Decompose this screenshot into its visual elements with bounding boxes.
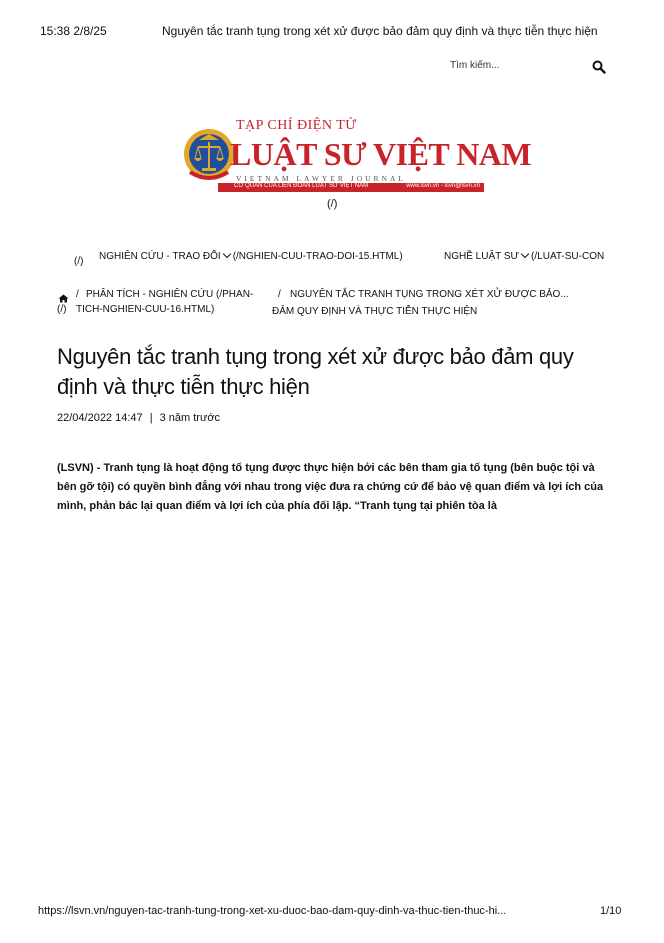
article-meta [57, 412, 220, 424]
article-title: Nguyên tắc tranh tụng trong xét xử được bảo đảm quy định và thực tiễn thực hiện [57, 344, 574, 399]
print-page-number: 1/10 [600, 905, 622, 917]
logo-tagline: TẠP CHÍ ĐIỆN TỬ [236, 118, 357, 133]
nav-item-href: (/LUAT-SU-CON [531, 251, 605, 262]
print-document-title: Nguyên tắc tranh tụng trong xét xử được bảo đảm quy định và thực tiễn thực hiện [162, 24, 598, 38]
breadcrumb-category-href[interactable]: TICH-NGHIEN-CUU-16.HTML) [76, 304, 215, 315]
article-date: 22/04/2022 14:47 [57, 412, 143, 424]
nav-home-link[interactable]: (/) [74, 256, 84, 267]
breadcrumb-separator: / [76, 289, 79, 300]
print-timestamp: 15:38 2/8/25 [40, 24, 107, 38]
meta-separator: | [149, 412, 153, 424]
logo-subtitle: VIETNAM LAWYER JOURNAL [236, 174, 406, 183]
breadcrumb-separator: / [278, 289, 281, 300]
print-footer-url: https://lsvn.vn/nguyen-tac-tranh-tung-trong-xet-xu-duoc-bao-dam-quy-dinh-va-thuc-tien-thuc-hi... [38, 905, 507, 917]
nav-item-nghien-cuu[interactable] [99, 251, 403, 262]
breadcrumb-current-cont: ĐẢM QUY ĐỊNH VÀ THỰC TIỄN THỰC HIỆN [272, 306, 478, 317]
breadcrumb-home-link[interactable]: (/) [57, 304, 67, 315]
logo-bar [218, 183, 484, 192]
nav-item-label: NGHIÊN CỨU - TRAO ĐỔI [99, 251, 221, 262]
scales-of-justice-emblem-icon [182, 124, 236, 184]
search-icon[interactable] [592, 60, 606, 74]
logo-home-link[interactable]: (/) [327, 198, 338, 210]
site-logo[interactable] [180, 118, 532, 198]
nav-item-label: NGHỀ LUẬT SƯ [444, 251, 520, 262]
breadcrumb-category[interactable]: PHÂN TÍCH - NGHIÊN CỨU (/PHAN- [86, 289, 254, 300]
home-icon[interactable] [58, 290, 69, 299]
main-nav [40, 250, 622, 270]
search-box[interactable] [446, 58, 612, 78]
logo-bar-org: CƠ QUAN CỦA LIÊN ĐOÀN LUẬT SƯ VIỆT NAM [234, 183, 369, 189]
logo-bar-contact: www.lsvn.vn - lsvn@lsvn.vn [406, 183, 480, 189]
nav-item-href: (/NGHIEN-CUU-TRAO-DOI-15.HTML) [232, 251, 403, 262]
breadcrumb-current: NGUYÊN TẮC TRANH TỤNG TRONG XÉT XỬ ĐƯỢC BẢO... [290, 289, 569, 300]
search-input[interactable] [450, 60, 570, 71]
article-age: 3 năm trước [159, 412, 221, 424]
chevron-down-icon [521, 250, 529, 258]
article-lead: (LSVN) - Tranh tụng là hoạt động tố tụng được thực hiện bởi các bên tham gia tố tụng (bên buộc tội và bên gỡ tội) có quyền bình đẳng với nhau trong việc đưa ra chứng cứ để bảo vệ quan điểm và lợi ích của mình, phản bác lại quan điểm và lợi ích của phía đối lập. “Tranh tụng tại phiên tòa là [57, 462, 604, 512]
logo-wordmark: LUẬT SƯ VIỆT NAM [230, 136, 532, 172]
chevron-down-icon [222, 250, 230, 258]
nav-item-nghe-luat-su[interactable] [444, 251, 604, 262]
